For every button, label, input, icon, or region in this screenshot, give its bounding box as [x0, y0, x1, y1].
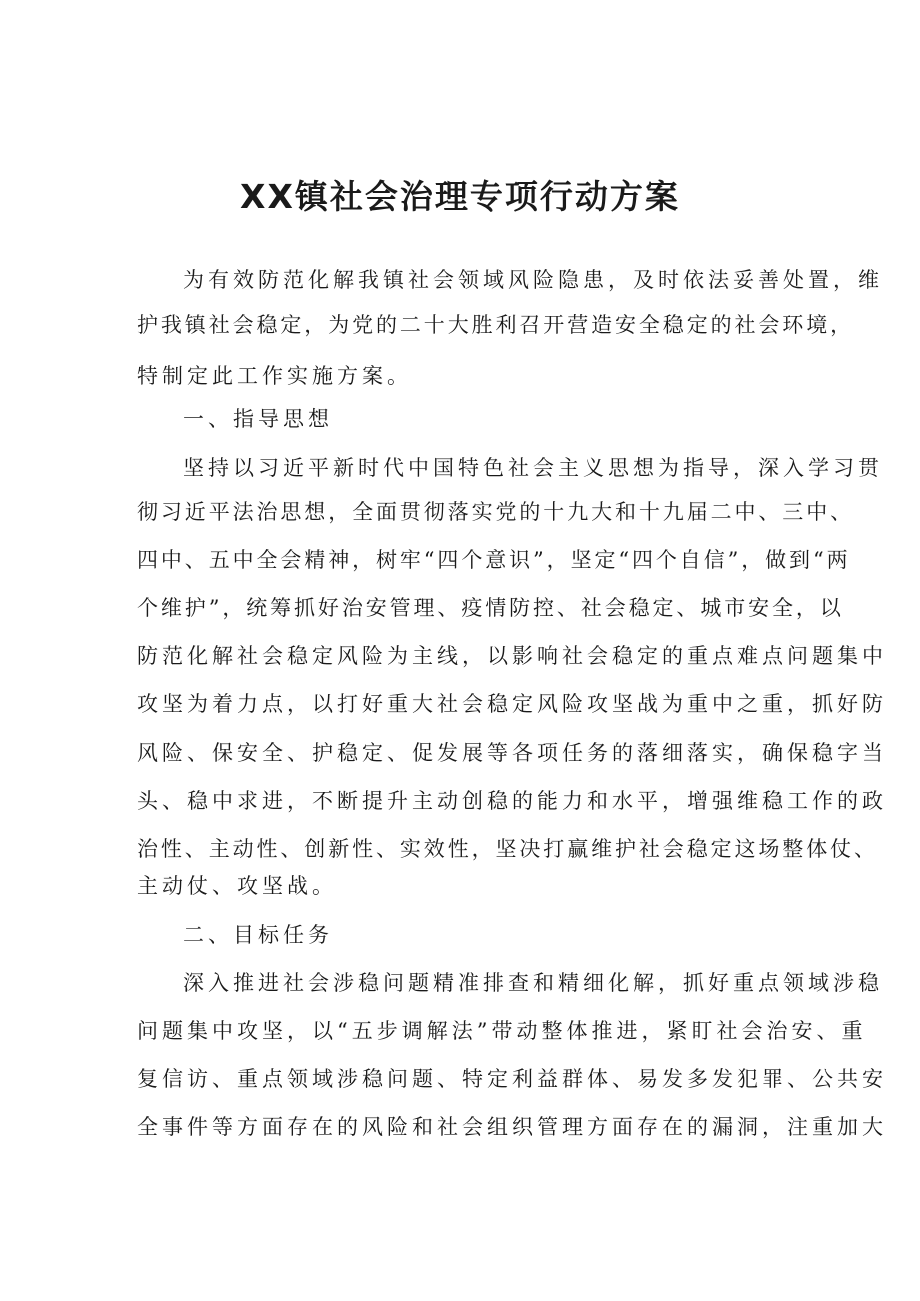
intro-line-1: 为有效防范化解我镇社会领域风险隐患，及时依法妥善处置，维 [183, 268, 883, 292]
goals-line-2: 问题集中攻坚，以“五步调解法”带动整体推进，紧盯社会治安、重 [137, 1019, 867, 1043]
intro-line-3: 特制定此工作实施方案。 [137, 364, 412, 388]
body-line-7: 风险、保安全、护稳定、促发展等各项任务的落细落实，确保稳字当 [137, 741, 887, 765]
intro-line-2: 护我镇社会稳定，为党的二十大胜利召开营造安全稳定的社会环境， [137, 313, 854, 337]
goals-line-3: 复信访、重点领域涉稳问题、特定利益群体、易发多发犯罪、公共安 [137, 1067, 887, 1091]
body-line-1: 坚持以习近平新时代中国特色社会主义思想为指导，深入学习贯 [183, 456, 883, 480]
body-line-6: 攻坚为着力点，以打好重大社会稳定风险攻坚战为重中之重，抓好防 [137, 692, 887, 716]
section-heading-guiding-thought: 一、指导思想 [183, 407, 333, 431]
body-line-2: 彻习近平法治思想，全面贯彻落实党的十九大和十九届二中、三中、 [137, 500, 854, 524]
goals-line-1: 深入推进社会涉稳问题精准排查和精细化解，抓好重点领域涉稳 [183, 971, 883, 995]
body-line-5: 防范化解社会稳定风险为主线，以影响社会稳定的重点难点问题集中 [137, 644, 887, 668]
goals-line-4: 全事件等方面存在的风险和社会组织管理方面存在的漏洞，注重加大 [137, 1115, 887, 1139]
document-title: XX镇社会治理专项行动方案 [240, 177, 680, 216]
body-line-9: 治性、主动性、创新性、实效性，坚决打赢维护社会稳定这场整体仗、 [137, 837, 878, 861]
body-line-8: 头、稳中求进，不断提升主动创稳的能力和水平，增强维稳工作的政 [137, 789, 887, 813]
body-line-4: 个维护”，统筹抓好治安管理、疫情防控、社会稳定、城市安全，以 [137, 596, 844, 620]
section-heading-goals: 二、目标任务 [183, 923, 333, 947]
body-line-10: 主动仗、攻坚战。 [137, 874, 337, 898]
body-line-3: 四中、五中全会精神，树牢“四个意识”，坚定“四个自信”，做到“两 [137, 548, 851, 572]
